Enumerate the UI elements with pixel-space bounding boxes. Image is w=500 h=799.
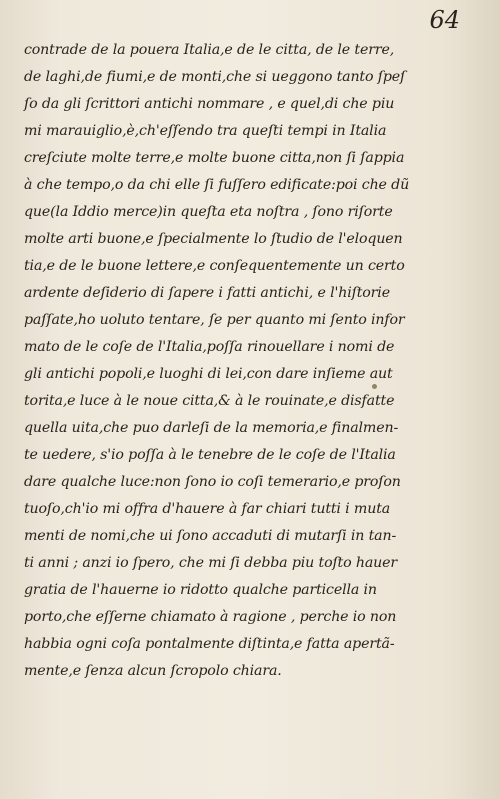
ink-spot	[372, 384, 377, 389]
text-line: menti de nomi,che ui ſono accaduti di mutarſi in tan-	[24, 528, 397, 544]
text-line: mato de le coſe de l'Italia,poſſa rinouellare i nomi de	[24, 339, 395, 355]
text-line: quella uita,che puo darleſi de la memoria,e finalmen-	[24, 420, 399, 436]
text-line: torita,e luce à le noue citta,& à le rouinate,e disfatte	[24, 393, 395, 409]
text-line: mi marauiglio,è,ch'eſſendo tra queſti tempi in Italia	[24, 123, 387, 139]
text-line: tuoſo,ch'io mi offra d'hauere à far chiari tutti i muta	[24, 501, 391, 517]
text-line: dare qualche luce:non ſono io coſi temerario,e proſon	[24, 474, 401, 490]
text-line: de laghi,de fiumi,e de monti,che si ueggono tanto ſpeſ	[24, 69, 406, 85]
text-line: gratia de l'hauerne io ridotto qualche particella in	[24, 582, 377, 598]
text-line: gli antichi popoli,e luoghi di lei,con dare inſieme aut	[24, 366, 393, 382]
text-line: mente,e ſenza alcun ſcropolo chiara.	[24, 663, 282, 679]
text-line: à che tempo,o da chi elle ſi fuſſero edificate:poi che dũ	[24, 177, 410, 193]
text-line: creſciute molte terre,e molte buone citta,non ſi ſappia	[24, 150, 405, 166]
text-line: ſo da gli ſcrittori antichi nommare , e quel,di che piu	[24, 96, 395, 112]
text-line: porto,che eſſerne chiamato à ragione , perche io non	[24, 609, 397, 625]
body-text	[24, 37, 464, 685]
text-line: molte arti buone,e ſpecialmente lo ſtudio de l'eloquen	[24, 231, 403, 247]
text-line: habbia ogni coſa pontalmente diſtinta,e fatta apertã-	[24, 636, 395, 652]
text-line: que(la Iddio merce)in queſta eta noſtra , ſono riſorte	[24, 204, 393, 220]
page-number: 64	[429, 6, 460, 34]
text-line: paſſate,ho uoluto tentare, ſe per quanto mi ſento infor	[24, 312, 405, 328]
text-line: ti anni ; anzi io ſpero, che mi ſi debba piu toſto hauer	[24, 555, 398, 571]
text-line: ardente deſiderio di ſapere i fatti antichi, e l'hiſtorie	[24, 285, 390, 301]
text-line: contrade de la pouera Italia,e de le citta, de le terre,	[24, 42, 395, 58]
text-line: tia,e de le buone lettere,e conſequentemente un certo	[24, 258, 405, 274]
text-line: te uedere, s'io poſſa à le tenebre de le coſe de l'Italia	[24, 447, 396, 463]
